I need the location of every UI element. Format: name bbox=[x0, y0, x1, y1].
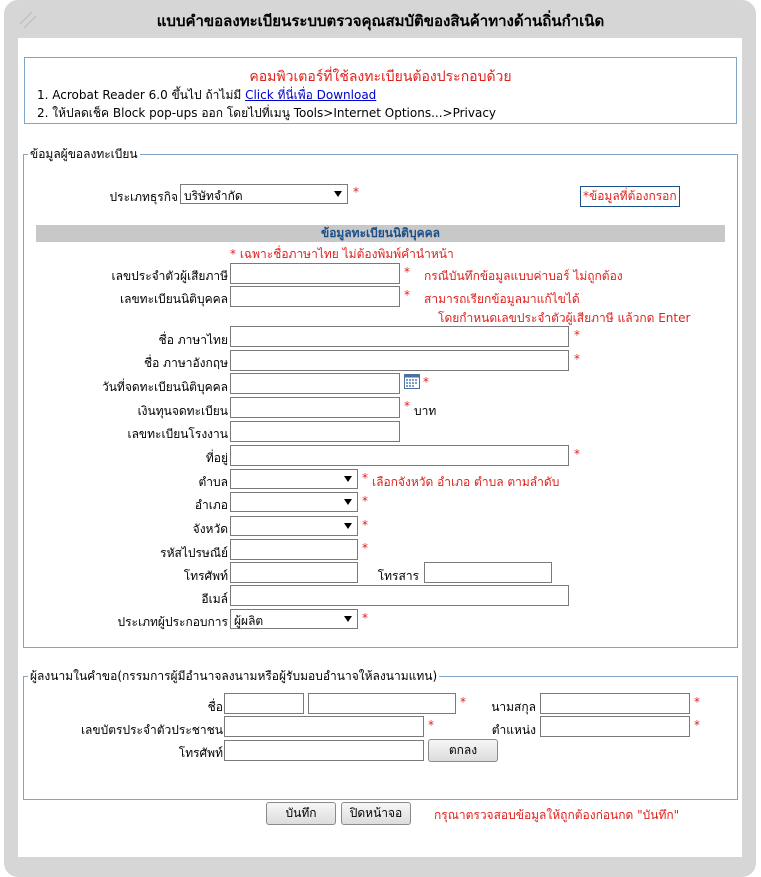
required-note: *ข้อมูลที่ต้องกรอก bbox=[580, 186, 680, 207]
first-name-input[interactable] bbox=[308, 693, 456, 714]
signatory-phone-label: โทรศัพท์ bbox=[178, 746, 223, 760]
capital-input[interactable] bbox=[230, 397, 400, 418]
operator-type-select[interactable] bbox=[230, 609, 358, 629]
position-label: ตำแหน่ง bbox=[491, 723, 536, 737]
signatory-legend: ผู้ลงนามในคำขอ(กรรมการผู้มีอำนาจลงนามหรือผู้รับมอบอำนาจให้ลงนามแทน) bbox=[30, 669, 438, 683]
fax-input[interactable] bbox=[424, 562, 552, 583]
download-link[interactable]: Click ที่นี่เพื่อ Download bbox=[245, 88, 377, 102]
required-marker: * bbox=[460, 695, 466, 709]
id-card-input[interactable] bbox=[224, 716, 424, 737]
phone-label: โทรศัพท์ bbox=[183, 569, 228, 583]
last-name-label: นามสกุล bbox=[491, 700, 536, 714]
chevron-down-icon bbox=[344, 523, 352, 529]
fax-label: โทรสาร bbox=[377, 569, 419, 583]
juristic-note-1: สามารถเรียกข้อมูลมาแก้ไขได้ bbox=[424, 292, 580, 306]
capital-unit: บาท bbox=[414, 404, 437, 418]
position-input[interactable] bbox=[540, 716, 690, 737]
form-content bbox=[18, 38, 742, 857]
title-input[interactable] bbox=[224, 693, 304, 714]
required-marker: * bbox=[404, 288, 410, 302]
business-type-value: บริษัทจำกัด bbox=[184, 189, 243, 203]
registrant-legend: ข้อมูลผู้ขอลงทะเบียน bbox=[30, 147, 138, 161]
required-marker: * bbox=[353, 185, 359, 199]
subdistrict-select[interactable] bbox=[230, 469, 358, 489]
required-marker: * bbox=[362, 471, 368, 485]
juristic-no-input[interactable] bbox=[230, 286, 400, 307]
notice-line-2: 2. ให้ปลดเช็ค Block pop-ups ออก โดยไปที่เมนู Tools>Internet Options...>Privacy bbox=[37, 106, 497, 120]
required-marker: * bbox=[362, 518, 368, 532]
name-thai-input[interactable] bbox=[230, 326, 569, 347]
notice-line-1-text: 1. Acrobat Reader 6.0 ขึ้นไป ถ้าไม่มี bbox=[37, 88, 246, 102]
factory-no-input[interactable] bbox=[230, 421, 400, 442]
juristic-no-label: เลขทะเบียนนิติบุคคล bbox=[120, 292, 228, 306]
district-select[interactable] bbox=[230, 492, 358, 512]
district-label: อำเภอ bbox=[194, 498, 228, 512]
notice-title: คอมพิวเตอร์ที่ใช้ลงทะเบียนต้องประกอบด้วย bbox=[249, 69, 512, 85]
tax-id-input[interactable] bbox=[230, 263, 400, 284]
chevron-down-icon bbox=[344, 499, 352, 505]
name-thai-label: ชื่อ ภาษาไทย bbox=[158, 333, 228, 347]
required-marker: * bbox=[362, 494, 368, 508]
postcode-input[interactable] bbox=[230, 539, 358, 560]
address-input[interactable] bbox=[230, 445, 569, 466]
required-marker: * bbox=[428, 718, 434, 732]
tax-id-label: เลขประจำตัวผู้เสียภาษี bbox=[111, 269, 228, 283]
province-select[interactable] bbox=[230, 516, 358, 536]
chevron-down-icon bbox=[344, 616, 352, 622]
reg-date-input[interactable] bbox=[230, 373, 400, 394]
id-card-label: เลขบัตรประจำตัวประชาชน bbox=[80, 723, 223, 737]
juristic-note-2: โดยกำหนดเลขประจำตัวผู้เสียภาษี แล้วกด Enter bbox=[438, 311, 691, 325]
thai-only-note: * เฉพาะชื่อภาษาไทย ไม่ต้องพิมพ์คำนำหน้า bbox=[230, 247, 454, 261]
notice-line-1 bbox=[37, 86, 376, 105]
required-marker: * bbox=[574, 447, 580, 461]
reg-date-label: วันที่จดทะเบียนนิติบุคคล bbox=[101, 380, 228, 394]
tax-id-note: กรณีบันทึกข้อมูลแบบค่าบอร์ ไม่ถูกต้อง bbox=[424, 269, 623, 283]
required-marker: * bbox=[694, 718, 700, 732]
address-label: ที่อยู่ bbox=[205, 451, 228, 465]
required-marker: * bbox=[404, 265, 410, 279]
close-button[interactable]: ปิดหน้าจอ bbox=[341, 802, 411, 825]
province-label: จังหวัด bbox=[192, 522, 228, 536]
phone-input[interactable] bbox=[230, 562, 358, 583]
save-button[interactable]: บันทึก bbox=[266, 802, 336, 825]
factory-no-label: เลขทะเบียนโรงงาน bbox=[127, 427, 228, 441]
email-label: อีเมล์ bbox=[201, 592, 228, 606]
required-marker: * bbox=[574, 352, 580, 366]
operator-type-value: ผู้ผลิต bbox=[234, 614, 264, 628]
chevron-down-icon bbox=[334, 191, 342, 197]
email-input[interactable] bbox=[230, 585, 569, 606]
name-eng-label: ชื่อ ภาษาอังกฤษ bbox=[144, 356, 228, 370]
last-name-input[interactable] bbox=[540, 693, 690, 714]
required-marker: * bbox=[694, 695, 700, 709]
page-title: แบบคำขอลงทะเบียนระบบตรวจคุณสมบัติของสินค้าทางด้านถิ่นกำเนิด bbox=[156, 12, 605, 30]
postcode-label: รหัสไปรษณีย์ bbox=[160, 546, 228, 560]
required-marker: * bbox=[362, 611, 368, 625]
name-eng-input[interactable] bbox=[230, 350, 569, 371]
first-name-label: ชื่อ bbox=[207, 700, 223, 714]
operator-type-label: ประเภทผู้ประกอบการ bbox=[117, 615, 228, 629]
capital-label: เงินทุนจดทะเบียน bbox=[137, 404, 228, 418]
required-marker: * bbox=[423, 375, 429, 389]
business-type-label: ประเภทธุรกิจ bbox=[109, 190, 178, 204]
subdistrict-note: เลือกจังหวัด อำเภอ ตำบล ตามลำดับ bbox=[372, 475, 560, 489]
business-type-select[interactable] bbox=[180, 184, 348, 204]
requirements-notice bbox=[24, 57, 737, 124]
juristic-section-title: ข้อมูลทะเบียนนิติบุคคล bbox=[36, 225, 725, 242]
save-warning: กรุณาตรวจสอบข้อมูลให้ถูกต้องก่อนกด "บันทึก" bbox=[434, 808, 680, 822]
required-marker: * bbox=[362, 541, 368, 555]
signatory-phone-input[interactable] bbox=[224, 740, 424, 761]
required-marker: * bbox=[404, 399, 410, 413]
calendar-icon[interactable] bbox=[404, 373, 420, 389]
subdistrict-label: ตำบล bbox=[198, 475, 228, 489]
chevron-down-icon bbox=[344, 476, 352, 482]
ok-button[interactable]: ตกลง bbox=[428, 739, 498, 762]
required-marker: * bbox=[574, 328, 580, 342]
